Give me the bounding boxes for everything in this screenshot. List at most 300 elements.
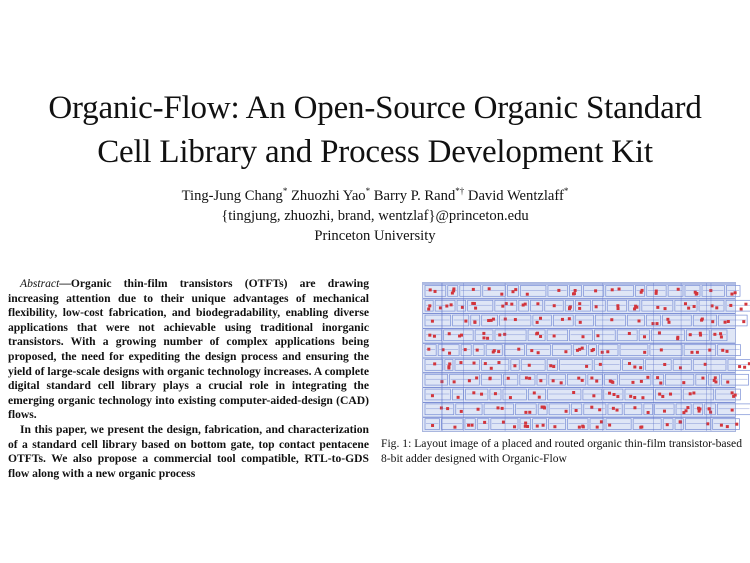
via-contact (663, 363, 666, 366)
standard-cell (592, 300, 605, 311)
via-contact (646, 376, 649, 379)
via-contact (477, 408, 480, 411)
via-contact (643, 351, 646, 354)
via-contact (486, 337, 489, 340)
standard-cell (495, 300, 517, 311)
via-contact (590, 377, 593, 380)
via-contact (590, 406, 593, 409)
via-contact (714, 376, 717, 379)
standard-cell (530, 300, 542, 311)
via-contact (742, 320, 745, 323)
via-contact (552, 379, 555, 382)
via-contact (661, 395, 664, 398)
via-contact (574, 289, 577, 292)
via-contact (428, 334, 431, 337)
via-contact (595, 305, 598, 308)
via-contact (633, 406, 636, 409)
via-contact (433, 362, 436, 365)
via-contact (564, 350, 567, 353)
via-contact (595, 380, 598, 383)
via-contact (708, 407, 711, 410)
standard-cell (503, 389, 526, 400)
via-contact (453, 426, 456, 429)
via-contact (713, 333, 716, 336)
via-contact (514, 288, 517, 291)
title-line-2: Cell Library and Process Development Kit (97, 134, 653, 170)
via-contact (628, 332, 631, 335)
via-contact (658, 331, 661, 334)
standard-cell (594, 360, 620, 371)
via-contact (572, 391, 575, 394)
via-contact (536, 302, 539, 305)
via-contact (480, 393, 483, 396)
via-contact (428, 304, 431, 307)
via-contact (539, 379, 542, 382)
abstract-dash: — (59, 277, 71, 290)
via-contact (502, 421, 505, 424)
via-contact (460, 410, 463, 413)
via-contact (450, 303, 453, 306)
via-contact (553, 425, 556, 428)
standard-cell (655, 404, 674, 415)
standard-cell (696, 374, 707, 385)
standard-cell (651, 330, 684, 341)
standard-cell (570, 330, 593, 341)
standard-cell (548, 389, 581, 400)
standard-cell (633, 419, 661, 430)
via-contact (565, 410, 568, 413)
abstract-label: Abstract (20, 277, 60, 290)
via-contact (578, 302, 581, 305)
via-contact (726, 381, 729, 384)
via-contact (539, 335, 542, 338)
via-contact (503, 333, 506, 336)
via-contact (429, 288, 432, 291)
via-contact (524, 303, 527, 306)
via-contact (724, 321, 727, 324)
via-contact (640, 425, 643, 428)
via-contact (699, 334, 702, 337)
standard-cell (450, 374, 480, 385)
via-contact (656, 322, 659, 325)
via-contact (641, 289, 644, 292)
via-contact (578, 348, 581, 351)
via-contact (692, 392, 695, 395)
via-contact (640, 380, 643, 383)
via-contact (474, 307, 477, 310)
figure-caption: Fig. 1: Layout image of a placed and routed organic thin-film transistor-based 8-bit adder designed with Organic-Flow (381, 437, 742, 465)
via-contact (483, 421, 486, 424)
via-contact (643, 335, 646, 338)
via-contact (464, 320, 467, 323)
standard-cell (583, 389, 602, 400)
standard-cell (588, 374, 602, 385)
via-contact (448, 332, 451, 335)
via-contact (507, 377, 510, 380)
standard-cell (466, 389, 488, 400)
via-contact (501, 305, 504, 308)
via-contact (526, 293, 529, 296)
via-contact (560, 381, 563, 384)
via-contact (528, 377, 531, 380)
via-contact (513, 425, 516, 428)
standard-cell (425, 389, 450, 400)
via-contact (659, 382, 662, 385)
via-contact (734, 291, 737, 294)
standard-cell (425, 374, 448, 385)
via-contact (629, 395, 632, 398)
standard-cell (627, 315, 644, 326)
via-contact (510, 303, 513, 306)
via-contact (585, 365, 588, 368)
via-contact (448, 352, 451, 355)
abstract (8, 277, 369, 480)
via-contact (696, 351, 699, 354)
via-contact (431, 424, 434, 427)
author-mark: * (282, 186, 288, 197)
via-contact (513, 364, 516, 367)
author-emails: {tingjung, zhuozhi, brand, wentzlaf}@princeton.edu (221, 208, 529, 224)
via-contact (656, 306, 659, 309)
via-contact (509, 396, 512, 399)
via-contact (579, 321, 582, 324)
via-contact (497, 350, 500, 353)
via-contact (448, 362, 451, 365)
via-contact (715, 306, 718, 309)
standard-cell (702, 286, 724, 297)
via-contact (549, 364, 552, 367)
via-contact (487, 319, 490, 322)
standard-cell (683, 389, 713, 400)
via-contact (581, 347, 584, 350)
via-contact (689, 392, 692, 395)
via-contact (616, 395, 619, 398)
via-contact (651, 322, 654, 325)
via-contact (608, 392, 611, 395)
via-contact (591, 349, 594, 352)
affiliation: Princeton University (314, 228, 436, 244)
via-contact (472, 288, 475, 291)
via-contact (482, 336, 485, 339)
via-contact (552, 365, 555, 368)
via-contact (596, 426, 599, 429)
standard-cell (533, 315, 551, 326)
via-contact (528, 411, 531, 414)
via-contact (594, 289, 597, 292)
via-contact (427, 348, 430, 351)
via-contact (439, 306, 442, 309)
via-contact (606, 350, 609, 353)
via-contact (701, 318, 704, 321)
author-mark: *† (455, 186, 465, 197)
layout-image (423, 283, 735, 431)
via-contact (539, 317, 542, 320)
standard-cell (619, 374, 651, 385)
via-contact (697, 407, 700, 410)
standard-cell (717, 404, 750, 415)
standard-cell (425, 315, 451, 326)
standard-cell (520, 374, 535, 385)
via-contact (440, 406, 443, 409)
standard-cell (547, 360, 557, 371)
via-contact (660, 348, 663, 351)
via-contact (473, 362, 476, 365)
via-contact (608, 424, 611, 427)
author-name: Ting-Jung Chang (181, 188, 283, 204)
via-contact (677, 288, 680, 291)
via-contact (611, 288, 614, 291)
via-contact (525, 376, 528, 379)
via-contact (528, 364, 531, 367)
via-contact (664, 307, 667, 310)
via-contact (468, 379, 471, 382)
via-contact (482, 332, 485, 335)
via-contact (427, 308, 430, 311)
standard-cell (521, 360, 545, 371)
standard-cell (584, 286, 604, 297)
via-contact (658, 393, 661, 396)
via-contact (490, 367, 493, 370)
via-contact (434, 290, 437, 293)
via-contact (598, 408, 601, 411)
standard-cell (520, 286, 545, 297)
author-name: Barry P. Rand (373, 188, 456, 204)
author-list (0, 186, 750, 206)
via-contact (553, 334, 556, 337)
via-contact (729, 304, 732, 307)
via-contact (631, 381, 634, 384)
via-contact (536, 321, 539, 324)
via-contact (575, 409, 578, 412)
via-contact (610, 318, 613, 321)
via-contact (686, 406, 689, 409)
standard-cell (504, 374, 518, 385)
via-contact (475, 376, 478, 379)
standard-cell (598, 345, 618, 356)
via-contact (600, 420, 603, 423)
via-contact (453, 380, 456, 383)
via-contact (738, 365, 741, 368)
standard-cell (606, 286, 634, 297)
standard-cell (728, 360, 750, 371)
standard-cell (457, 300, 466, 311)
standard-cell (468, 300, 493, 311)
via-contact (721, 349, 724, 352)
abstract-text: Organic thin-film transistors (OTFTs) are drawing increasing attention due to their unique advantages of mechanical flexibility, low-cost fabrication, and biodegradability, enabling diverse applications that were not achievable using traditional inorganic transistors. With a growing number of complex applications being proposed, the need for expediting the design process and ensuring the yield of large-scale designs with organic technology increases. A complete digital standard cell library plays a crucial role in integrating the emerging organic technology into existing computer-aided-design (CAD) flows. (8, 277, 369, 422)
via-contact (633, 307, 636, 310)
via-contact (537, 351, 540, 354)
via-contact (561, 318, 564, 321)
via-contact (639, 366, 642, 369)
paper-title (0, 86, 750, 174)
via-contact (730, 293, 733, 296)
standard-cell (425, 345, 436, 356)
standard-cell (528, 389, 545, 400)
via-contact (726, 350, 729, 353)
via-contact (488, 287, 491, 290)
standard-cell (718, 345, 741, 356)
standard-cell (549, 419, 566, 430)
via-contact (492, 318, 495, 321)
via-contact (517, 348, 520, 351)
via-contact (656, 376, 659, 379)
via-contact (557, 289, 560, 292)
via-contact (647, 411, 650, 414)
via-contact (569, 306, 572, 309)
via-contact (655, 290, 658, 293)
via-contact (484, 362, 487, 365)
via-contact (685, 409, 688, 412)
via-contact (689, 333, 692, 336)
standard-cell (549, 404, 569, 415)
standard-cell (608, 404, 622, 415)
via-contact (581, 379, 584, 382)
standard-cell (575, 300, 590, 311)
via-contact (731, 391, 734, 394)
via-contact (433, 335, 436, 338)
via-contact (743, 366, 746, 369)
via-contact (720, 336, 723, 339)
via-contact (726, 425, 729, 428)
standard-cell (668, 286, 683, 297)
via-contact (581, 425, 584, 428)
via-contact (641, 396, 644, 399)
via-contact (452, 287, 455, 290)
via-contact (530, 349, 533, 352)
via-contact (578, 426, 581, 429)
via-contact (719, 332, 722, 335)
via-contact (709, 411, 712, 414)
title-line-1: Organic-Flow: An Open-Source Organic Standard (48, 90, 702, 126)
via-contact (535, 332, 538, 335)
via-contact (472, 391, 475, 394)
via-contact (514, 318, 517, 321)
standard-cell (504, 345, 524, 356)
via-contact (542, 406, 545, 409)
via-contact (524, 411, 527, 414)
via-contact (684, 302, 687, 305)
author-block (0, 186, 750, 246)
via-contact (500, 293, 503, 296)
via-contact (498, 333, 501, 336)
author-name: David Wentzlaff (467, 188, 564, 204)
via-contact (666, 423, 669, 426)
via-contact (613, 393, 616, 396)
standard-cell (549, 374, 566, 385)
via-contact (667, 321, 670, 324)
standard-cell (646, 360, 672, 371)
via-contact (599, 363, 602, 366)
via-contact (445, 305, 448, 308)
via-contact (553, 304, 556, 307)
via-contact (693, 305, 696, 308)
via-contact (511, 290, 514, 293)
standard-cell (477, 419, 489, 430)
via-contact (577, 377, 580, 380)
via-contact (744, 303, 747, 306)
via-contact (542, 424, 545, 427)
via-contact (573, 292, 576, 295)
standard-cell (425, 404, 454, 415)
via-contact (464, 348, 467, 351)
via-contact (460, 334, 463, 337)
abstract-paragraph-1 (8, 277, 369, 423)
via-contact (740, 308, 743, 311)
standard-cell (624, 404, 642, 415)
via-contact (446, 407, 449, 410)
layout-figure (422, 282, 736, 432)
via-contact (524, 422, 527, 425)
via-contact (617, 307, 620, 310)
via-contact (731, 409, 734, 412)
via-contact (596, 334, 599, 337)
via-contact (431, 394, 434, 397)
via-contact (488, 377, 491, 380)
via-contact (459, 361, 462, 364)
via-contact (694, 291, 697, 294)
via-contact (524, 425, 527, 428)
via-contact (633, 365, 636, 368)
via-contact (616, 304, 619, 307)
standard-cell (552, 345, 571, 356)
via-contact (679, 420, 682, 423)
standard-cell (617, 330, 637, 341)
via-contact (494, 392, 497, 395)
standard-cell (673, 360, 691, 371)
standard-cell (625, 389, 654, 400)
standard-cell (675, 419, 683, 430)
standard-cell (465, 419, 475, 430)
via-contact (601, 351, 604, 354)
via-contact (727, 320, 730, 323)
via-contact (538, 396, 541, 399)
via-contact (690, 351, 693, 354)
standard-cell (575, 315, 593, 326)
via-contact (663, 410, 666, 413)
via-contact (612, 407, 615, 410)
via-contact (628, 362, 631, 365)
standard-cell (441, 419, 462, 430)
via-contact (616, 409, 619, 412)
via-contact (568, 317, 571, 320)
via-contact (734, 394, 737, 397)
standard-cell (650, 345, 682, 356)
via-contact (711, 320, 714, 323)
via-contact (501, 407, 504, 410)
standard-cell (642, 300, 673, 311)
via-contact (610, 380, 613, 383)
via-contact (618, 288, 621, 291)
via-contact (451, 292, 454, 295)
via-contact (431, 320, 434, 323)
via-contact (447, 365, 450, 368)
standard-cell (460, 286, 481, 297)
via-contact (536, 425, 539, 428)
via-contact (496, 406, 499, 409)
standard-cell (455, 360, 479, 371)
standard-cell (568, 419, 588, 430)
via-contact (457, 396, 460, 399)
via-contact (533, 391, 536, 394)
via-contact (497, 361, 500, 364)
via-contact (638, 319, 641, 322)
via-contact (679, 366, 682, 369)
standard-cell (547, 330, 568, 341)
via-contact (581, 335, 584, 338)
standard-cell (620, 345, 648, 356)
standard-cell (665, 374, 693, 385)
via-contact (687, 307, 690, 310)
